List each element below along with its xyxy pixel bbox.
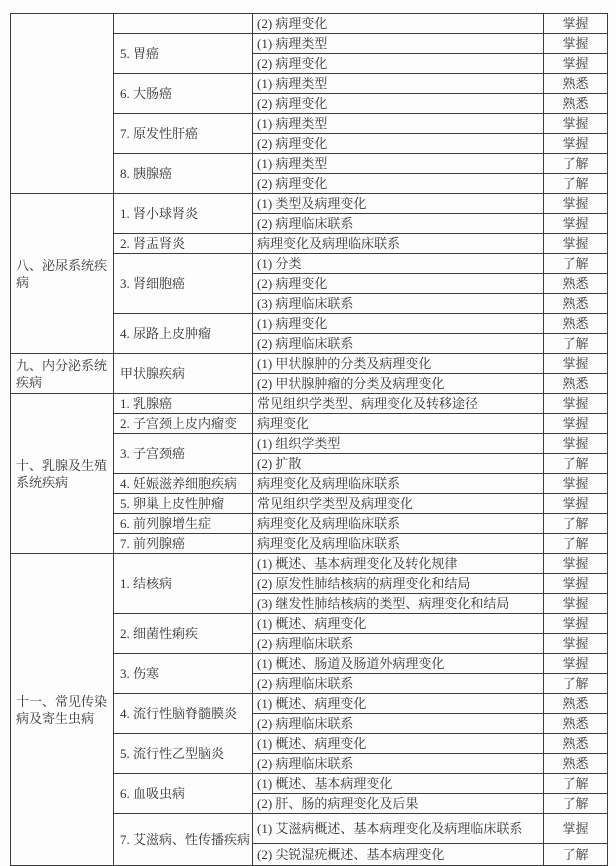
item-cell: (1) 病理类型: [253, 74, 544, 94]
item-cell: (2) 病理临床联系: [253, 674, 544, 694]
item-cell: 常见组织学类型、病理变化及转移途径: [253, 394, 544, 414]
disease-cell: 2. 细菌性痢疾: [114, 614, 253, 654]
level-cell: 了解: [544, 154, 608, 174]
item-cell: (1) 概述、基本病理变化: [253, 774, 544, 794]
item-cell: 病理变化及病理临床联系: [253, 514, 544, 534]
level-cell: 掌握: [544, 114, 608, 134]
item-cell: (2) 尖锐湿疣概述、基本病理变化: [253, 844, 544, 866]
disease-cell: 6. 大肠癌: [114, 74, 253, 114]
item-cell: (2) 肝、肠的病理变化及后果: [253, 794, 544, 814]
item-cell: (2) 甲状腺肿瘤的分类及病理变化: [253, 374, 544, 394]
item-cell: (2) 病理临床联系: [253, 754, 544, 774]
item-cell: (1) 艾滋病概述、基本病理变化及病理临床联系: [253, 814, 544, 844]
item-cell: (1) 分类: [253, 254, 544, 274]
disease-cell: [114, 14, 253, 34]
level-cell: 了解: [544, 174, 608, 194]
disease-cell: 5. 卵巢上皮性肿瘤: [114, 494, 253, 514]
level-cell: 了解: [544, 514, 608, 534]
item-cell: (1) 概述、病理变化: [253, 734, 544, 754]
item-cell: (2) 病理临床联系: [253, 334, 544, 354]
item-cell: (3) 病理临床联系: [253, 294, 544, 314]
disease-cell: 3. 肾细胞癌: [114, 254, 253, 314]
level-cell: 熟悉: [544, 694, 608, 714]
table-row: [11, 554, 608, 574]
item-cell: 病理变化: [253, 414, 544, 434]
disease-cell: 6. 血吸虫病: [114, 774, 253, 814]
item-cell: (1) 概述、基本病理变化及转化规律: [253, 554, 544, 574]
disease-cell: 3. 子宫颈癌: [114, 434, 253, 474]
level-cell: 掌握: [544, 394, 608, 414]
level-cell: 掌握: [544, 354, 608, 374]
level-cell: 熟悉: [544, 734, 608, 754]
level-cell: 掌握: [544, 134, 608, 154]
category-cell: 十一、常见传染病及寄生虫病: [11, 554, 114, 866]
disease-cell: 4. 妊娠滋养细胞疾病: [114, 474, 253, 494]
disease-cell: 1. 肾小球肾炎: [114, 194, 253, 234]
table-row: [11, 394, 608, 414]
level-cell: 掌握: [544, 194, 608, 214]
syllabus-table: [10, 13, 608, 866]
disease-cell: 甲状腺疾病: [114, 354, 253, 394]
disease-cell: 3. 伤寒: [114, 654, 253, 694]
item-cell: (3) 继发性肺结核病的类型、病理变化和结局: [253, 594, 544, 614]
level-cell: 熟悉: [544, 314, 608, 334]
item-cell: (2) 病理变化: [253, 274, 544, 294]
level-cell: 熟悉: [544, 374, 608, 394]
level-cell: 掌握: [544, 814, 608, 844]
disease-cell: 4. 流行性脑脊髓膜炎: [114, 694, 253, 734]
level-cell: 掌握: [544, 474, 608, 494]
category-cell: [11, 14, 114, 194]
category-cell: 八、泌尿系统疾病: [11, 194, 114, 354]
table-row: [11, 354, 608, 374]
level-cell: 掌握: [544, 34, 608, 54]
level-cell: 掌握: [544, 414, 608, 434]
syllabus-table-body: [11, 14, 608, 866]
item-cell: (1) 病理变化: [253, 314, 544, 334]
level-cell: 掌握: [544, 494, 608, 514]
item-cell: (1) 病理类型: [253, 154, 544, 174]
disease-cell: 5. 流行性乙型脑炎: [114, 734, 253, 774]
disease-cell: 7. 艾滋病、性传播疾病: [114, 814, 253, 866]
table-row: [11, 194, 608, 214]
category-cell: 十、乳腺及生殖系统疾病: [11, 394, 114, 554]
level-cell: 了解: [544, 454, 608, 474]
level-cell: 掌握: [544, 594, 608, 614]
level-cell: 了解: [544, 774, 608, 794]
level-cell: 熟悉: [544, 274, 608, 294]
level-cell: 了解: [544, 674, 608, 694]
level-cell: 了解: [544, 794, 608, 814]
item-cell: (1) 组织学类型: [253, 434, 544, 454]
item-cell: (2) 扩散: [253, 454, 544, 474]
item-cell: (2) 病理临床联系: [253, 634, 544, 654]
disease-cell: 7. 前列腺癌: [114, 534, 253, 554]
table-row: [11, 14, 608, 34]
level-cell: 了解: [544, 534, 608, 554]
level-cell: 掌握: [544, 234, 608, 254]
item-cell: (2) 病理变化: [253, 14, 544, 34]
level-cell: 熟悉: [544, 94, 608, 114]
level-cell: 掌握: [544, 614, 608, 634]
level-cell: 熟悉: [544, 754, 608, 774]
item-cell: (2) 病理变化: [253, 134, 544, 154]
level-cell: 熟悉: [544, 74, 608, 94]
item-cell: 常见组织学类型及病理变化: [253, 494, 544, 514]
item-cell: (1) 病理类型: [253, 34, 544, 54]
level-cell: 了解: [544, 844, 608, 866]
disease-cell: 6. 前列腺增生症: [114, 514, 253, 534]
level-cell: 掌握: [544, 214, 608, 234]
item-cell: (1) 概述、病理变化: [253, 614, 544, 634]
level-cell: 掌握: [544, 54, 608, 74]
item-cell: (1) 甲状腺肿的分类及病理变化: [253, 354, 544, 374]
item-cell: 病理变化及病理临床联系: [253, 234, 544, 254]
disease-cell: 4. 尿路上皮肿瘤: [114, 314, 253, 354]
level-cell: 掌握: [544, 14, 608, 34]
level-cell: 掌握: [544, 654, 608, 674]
item-cell: (1) 病理类型: [253, 114, 544, 134]
level-cell: 掌握: [544, 634, 608, 654]
level-cell: 了解: [544, 254, 608, 274]
disease-cell: 7. 原发性肝癌: [114, 114, 253, 154]
level-cell: 了解: [544, 334, 608, 354]
item-cell: 病理变化及病理临床联系: [253, 534, 544, 554]
category-cell: 九、内分泌系统疾病: [11, 354, 114, 394]
level-cell: 掌握: [544, 574, 608, 594]
level-cell: 熟悉: [544, 714, 608, 734]
item-cell: (1) 概述、病理变化: [253, 694, 544, 714]
item-cell: 病理变化及病理临床联系: [253, 474, 544, 494]
disease-cell: 2. 子宫颈上皮内瘤变: [114, 414, 253, 434]
disease-cell: 1. 乳腺癌: [114, 394, 253, 414]
item-cell: (2) 病理变化: [253, 94, 544, 114]
disease-cell: 1. 结核病: [114, 554, 253, 614]
item-cell: (2) 病理临床联系: [253, 714, 544, 734]
disease-cell: 2. 肾盂肾炎: [114, 234, 253, 254]
item-cell: (2) 原发性肺结核病的病理变化和结局: [253, 574, 544, 594]
item-cell: (2) 病理临床联系: [253, 214, 544, 234]
item-cell: (1) 概述、肠道及肠道外病理变化: [253, 654, 544, 674]
level-cell: 掌握: [544, 434, 608, 454]
item-cell: (1) 类型及病理变化: [253, 194, 544, 214]
level-cell: 掌握: [544, 554, 608, 574]
disease-cell: 8. 胰腺癌: [114, 154, 253, 194]
level-cell: 熟悉: [544, 294, 608, 314]
item-cell: (2) 病理变化: [253, 174, 544, 194]
item-cell: (2) 病理变化: [253, 54, 544, 74]
disease-cell: 5. 胃癌: [114, 34, 253, 74]
